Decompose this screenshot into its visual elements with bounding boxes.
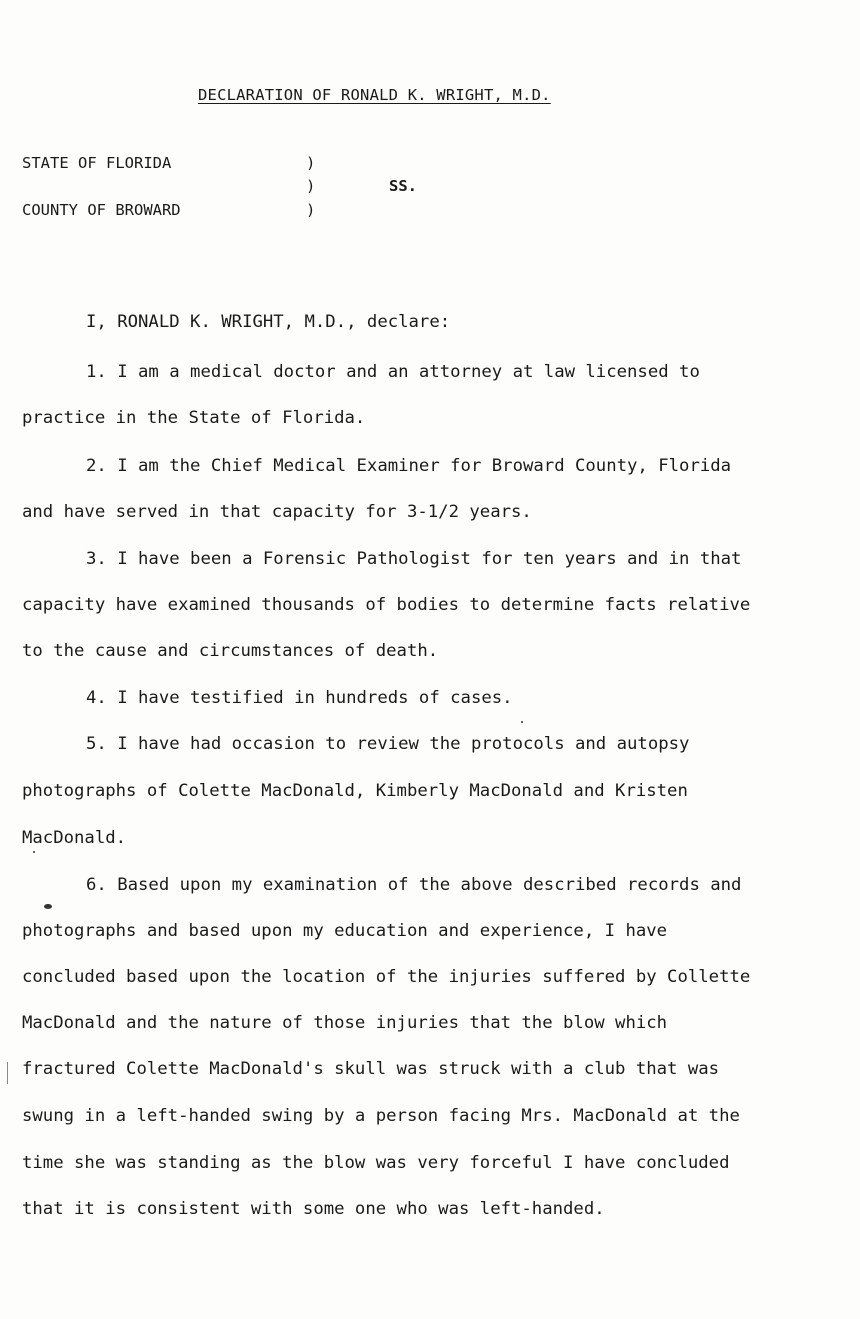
paragraph-line: 5. I have had occasion to review the protocols and autopsy <box>86 734 690 754</box>
paragraph-line: photographs of Colette MacDonald, Kimberly MacDonald and Kristen <box>22 781 688 801</box>
venue-bracket: ) <box>306 177 316 195</box>
paragraph-line: and have served in that capacity for 3-1/2 years. <box>22 502 532 522</box>
scan-speck <box>521 721 523 723</box>
paragraph-line: to the cause and circumstances of death. <box>22 641 439 661</box>
paragraph-line: practice in the State of Florida. <box>22 408 366 428</box>
venue-state: STATE OF FLORIDA <box>22 154 172 172</box>
venue-ss: SS. <box>389 177 417 195</box>
scan-margin-mark <box>7 1062 8 1084</box>
paragraph-line: 3. I have been a Forensic Pathologist for ten years and in that <box>86 549 742 569</box>
paragraph-line: that it is consistent with some one who was left-handed. <box>22 1199 605 1219</box>
scan-speck <box>33 851 35 853</box>
venue-county: COUNTY OF BROWARD <box>22 201 181 219</box>
paragraph-line: fractured Colette MacDonald's skull was struck with a club that was <box>22 1059 720 1079</box>
paragraph-line: MacDonald and the nature of those injuries that the blow which <box>22 1013 668 1033</box>
paragraph-line: MacDonald. <box>22 828 127 848</box>
paragraph-line: 4. I have testified in hundreds of cases. <box>86 688 513 708</box>
paragraph-line: capacity have examined thousands of bodies to determine facts relative <box>22 595 751 615</box>
scan-speck <box>44 904 52 909</box>
paragraph-line: photographs and based upon my education and experience, I have <box>22 921 668 941</box>
venue-bracket: ) <box>306 154 316 172</box>
paragraph-line: 6. Based upon my examination of the above described records and <box>86 875 742 895</box>
document-title: DECLARATION OF RONALD K. WRIGHT, M.D. <box>198 86 551 104</box>
paragraph-line: concluded based upon the location of the injuries suffered by Collette <box>22 967 751 987</box>
venue-bracket: ) <box>306 201 316 219</box>
declaration-intro: I, RONALD K. WRIGHT, M.D., declare: <box>86 312 451 332</box>
paragraph-line: time she was standing as the blow was very forceful I have concluded <box>22 1153 730 1173</box>
paragraph-line: 2. I am the Chief Medical Examiner for Broward County, Florida <box>86 456 732 476</box>
paragraph-line: 1. I am a medical doctor and an attorney at law licensed to <box>86 362 700 382</box>
paragraph-line: swung in a left-handed swing by a person facing Mrs. MacDonald at the <box>22 1106 740 1126</box>
